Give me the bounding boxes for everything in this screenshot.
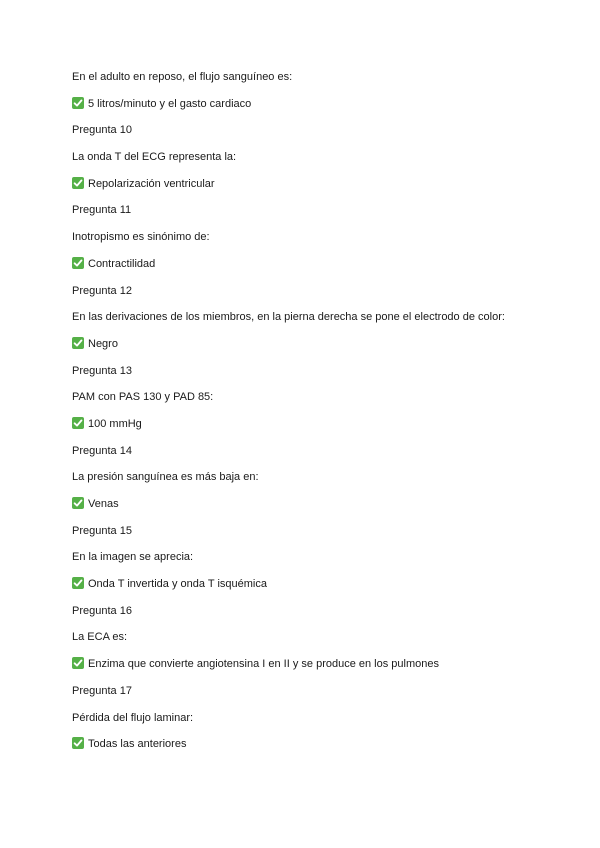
- question-number: Pregunta 16: [72, 604, 132, 617]
- answer-text: Enzima que convierte angiotensina I en II y se produce en los pulmones: [88, 658, 439, 671]
- question-number: Pregunta 12: [72, 284, 132, 297]
- question-text: PAM con PAS 130 y PAD 85:: [72, 391, 214, 404]
- answer-text: Onda T invertida y onda T isquémica: [88, 578, 267, 591]
- answer-text: Repolarización ventricular: [88, 177, 215, 190]
- answer-line: [72, 417, 572, 431]
- question-number: Pregunta 11: [72, 204, 132, 217]
- check-mark-icon: [72, 577, 84, 589]
- answer-line: [72, 257, 572, 271]
- answer-line: [72, 737, 572, 751]
- question-number: Pregunta 10: [72, 124, 132, 137]
- answer-line: [72, 497, 572, 511]
- check-mark-icon: [72, 417, 84, 429]
- check-mark-icon: [72, 257, 84, 269]
- check-mark-icon: [72, 97, 84, 109]
- question-number: Pregunta 14: [72, 444, 132, 457]
- answer-text: 100 mmHg: [88, 417, 142, 430]
- answer-text: Venas: [88, 498, 119, 510]
- answer-line: [72, 577, 572, 591]
- question-text: La ECA es:: [72, 631, 128, 644]
- check-mark-icon: [72, 177, 84, 189]
- check-mark-icon: [72, 337, 84, 349]
- question-text: En el adulto en reposo, el flujo sanguíneo es:: [72, 71, 293, 83]
- question-text: Inotropismo es sinónimo de:: [72, 231, 210, 244]
- document-page: [72, 70, 572, 764]
- question-text: En las derivaciones de los miembros, en la pierna derecha se pone el electrodo de color:: [72, 311, 505, 324]
- check-mark-icon: [72, 497, 84, 509]
- answer-line: [72, 337, 572, 351]
- answer-text: Todas las anteriores: [88, 738, 187, 751]
- question-number: Pregunta 17: [72, 684, 132, 697]
- answer-line: [72, 177, 572, 191]
- question-text: La presión sanguínea es más baja en:: [72, 471, 259, 484]
- question-number: Pregunta 13: [72, 364, 132, 377]
- check-mark-icon: [72, 737, 84, 749]
- question-text: En la imagen se aprecia:: [72, 551, 194, 564]
- question-text: La onda T del ECG representa la:: [72, 151, 237, 164]
- question-number: Pregunta 15: [72, 524, 132, 537]
- question-text: Pérdida del flujo laminar:: [72, 711, 194, 724]
- answer-text: Negro: [88, 337, 118, 350]
- answer-text: 5 litros/minuto y el gasto cardiaco: [88, 97, 252, 110]
- answer-line: [72, 657, 572, 671]
- answer-text: Contractilidad: [88, 257, 156, 270]
- answer-line: [72, 97, 572, 111]
- check-mark-icon: [72, 657, 84, 669]
